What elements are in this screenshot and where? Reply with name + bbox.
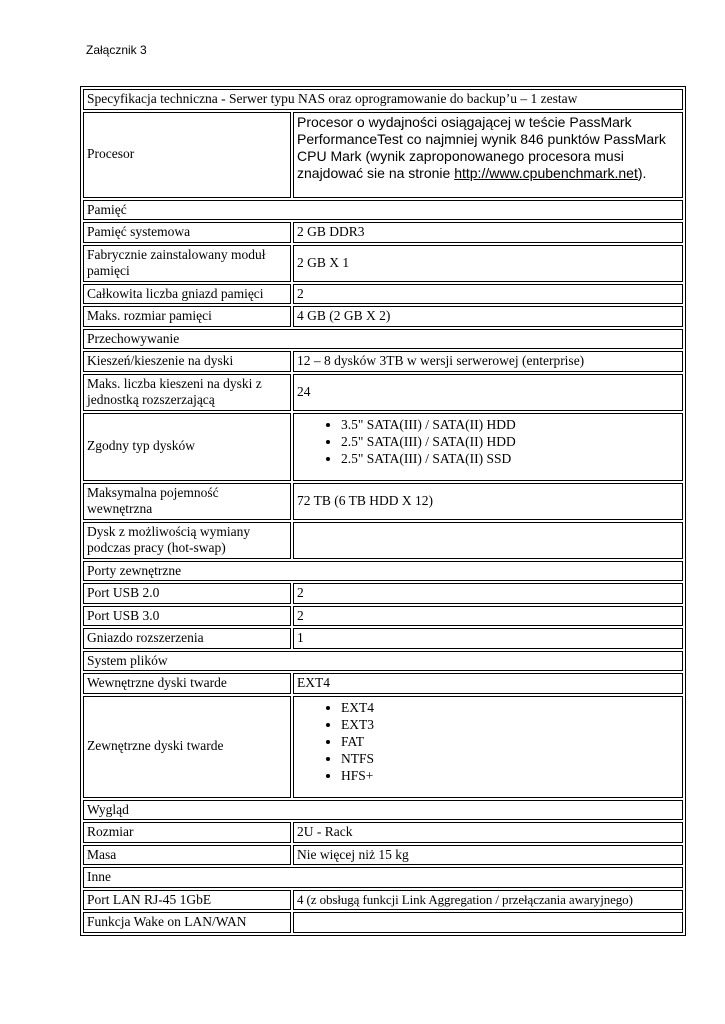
section-heading: Przechowywanie: [83, 329, 683, 350]
list-item: • 2.5" SATA(III) / SATA(II) HDD: [341, 433, 679, 450]
section-heading: Wygląd: [83, 800, 683, 821]
row-value: 72 TB (6 TB HDD X 12): [293, 483, 683, 520]
table-row: [83, 306, 683, 327]
list-item: • EXT3: [341, 716, 679, 733]
section-heading: Pamięć: [83, 200, 683, 221]
row-value: 2 GB DDR3: [293, 222, 683, 243]
section-heading: Inne: [83, 867, 683, 888]
row-label: Maks. rozmiar pamięci: [83, 306, 291, 327]
table-row: [83, 561, 683, 582]
row-value: 12 – 8 dysków 3TB w wersji serwerowej (enterprise): [293, 351, 683, 372]
table-row: [83, 912, 683, 933]
row-value: [293, 912, 683, 933]
row-label: Maks. liczba kieszeni na dyski z jednostką rozszerzającą: [83, 374, 291, 411]
processor-suffix: ).: [637, 164, 647, 181]
row-value: 4 GB (2 GB X 2): [293, 306, 683, 327]
external-fs-list: [297, 699, 679, 784]
row-value: 24: [293, 374, 683, 411]
table-row: [83, 112, 683, 198]
table-row: [83, 245, 683, 282]
row-label: Gniazdo rozszerzenia: [83, 628, 291, 649]
table-row: [83, 351, 683, 372]
table-row: [83, 222, 683, 243]
row-value: 2: [293, 583, 683, 604]
row-label: Procesor: [83, 112, 291, 198]
list-item: • EXT4: [341, 699, 679, 716]
table-row: [83, 284, 683, 305]
table-row: [83, 651, 683, 672]
spec-table: [80, 86, 686, 936]
table-row: [83, 628, 683, 649]
list-item: • 3.5" SATA(III) / SATA(II) HDD: [341, 416, 679, 433]
row-label: Kieszeń/kieszenie na dyski: [83, 351, 291, 372]
row-value: Nie więcej niż 15 kg: [293, 845, 683, 866]
table-row: [83, 413, 683, 481]
row-label: Rozmiar: [83, 822, 291, 843]
processor-text: Procesor o wydajności osiągającej w teście PassMark PerformanceTest co najmniej wynik 846 punktów PassMark CPU Mark (wynik zaproponowanego procesora musi znajdować sie na stronie: [297, 113, 666, 181]
row-value: 4 (z obsługą funkcji Link Aggregation / przełączania awaryjnego): [293, 890, 683, 911]
attachment-header: Załącznik 3: [86, 43, 147, 57]
table-row: [83, 374, 683, 411]
table-row: [83, 522, 683, 559]
row-value: [293, 522, 683, 559]
processor-requirement: [293, 112, 683, 198]
row-value: 2 GB X 1: [293, 245, 683, 282]
row-label: Całkowita liczba gniazd pamięci: [83, 284, 291, 305]
row-value: 2U - Rack: [293, 822, 683, 843]
row-value: 2: [293, 284, 683, 305]
table-row: [83, 673, 683, 694]
table-row: [83, 606, 683, 627]
table-title: Specyfikacja techniczna - Serwer typu NAS oraz oprogramowanie do backup’u – 1 zestaw: [83, 89, 683, 110]
cpubenchmark-link[interactable]: http://www.cpubenchmark.net: [454, 164, 638, 181]
row-label: Port USB 2.0: [83, 583, 291, 604]
row-value: 2: [293, 606, 683, 627]
row-label: Port USB 3.0: [83, 606, 291, 627]
row-value: 1: [293, 628, 683, 649]
row-label: Pamięć systemowa: [83, 222, 291, 243]
row-value: [293, 696, 683, 798]
row-label: Fabrycznie zainstalowany moduł pamięci: [83, 245, 291, 282]
row-label: Zgodny typ dysków: [83, 413, 291, 481]
table-row: [83, 890, 683, 911]
list-item: • FAT: [341, 733, 679, 750]
table-row: [83, 583, 683, 604]
row-label: Port LAN RJ-45 1GbE: [83, 890, 291, 911]
list-item: • NTFS: [341, 750, 679, 767]
row-value: EXT4: [293, 673, 683, 694]
section-heading: System plików: [83, 651, 683, 672]
row-label: Maksymalna pojemność wewnętrzna: [83, 483, 291, 520]
section-heading: Porty zewnętrzne: [83, 561, 683, 582]
table-row: [83, 867, 683, 888]
table-row: [83, 200, 683, 221]
row-label: Wewnętrzne dyski twarde: [83, 673, 291, 694]
table-row: [83, 329, 683, 350]
table-row: [83, 800, 683, 821]
table-row: [83, 696, 683, 798]
row-label: Masa: [83, 845, 291, 866]
row-value: [293, 413, 683, 481]
row-label: Dysk z możliwością wymiany podczas pracy (hot-swap): [83, 522, 291, 559]
table-row: [83, 845, 683, 866]
list-item: • HFS+: [341, 767, 679, 784]
row-label: Zewnętrzne dyski twarde: [83, 696, 291, 798]
table-row: [83, 483, 683, 520]
list-item: • 2.5" SATA(III) / SATA(II) SSD: [341, 450, 679, 467]
row-label: Funkcja Wake on LAN/WAN: [83, 912, 291, 933]
table-row: [83, 89, 683, 110]
disk-type-list: [297, 416, 679, 467]
table-row: [83, 822, 683, 843]
